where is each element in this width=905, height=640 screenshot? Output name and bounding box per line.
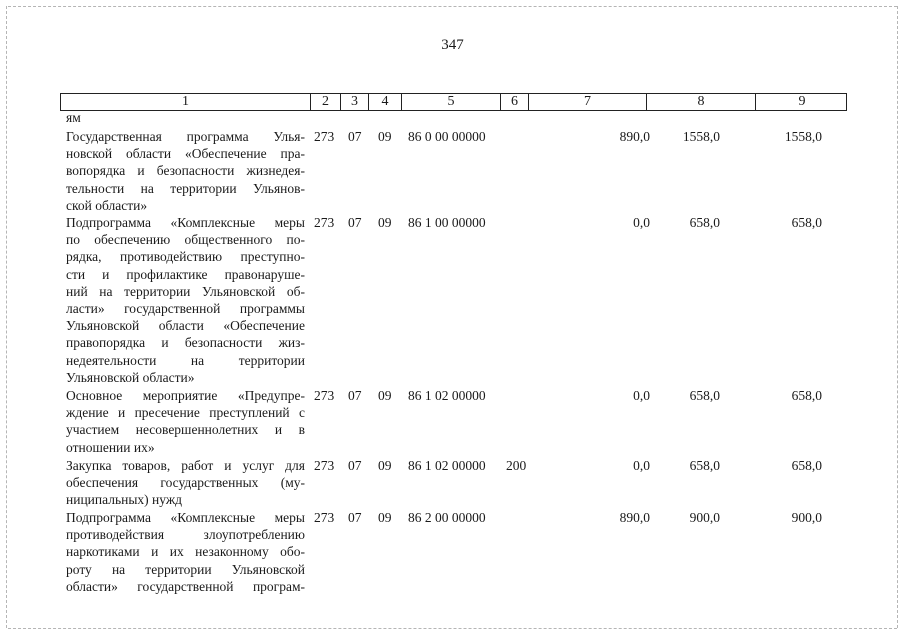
header-col-8: 8 [647,94,756,110]
cell-rz: 07 [348,388,362,403]
name-line: правопорядка и безопасности жиз- [66,335,305,351]
name-line: ждение и пресечение преступлений с [66,405,305,421]
name-line: рядка, противодействию преступно- [66,249,305,265]
cell-value-7: 0,0 [633,388,650,403]
cell-value-9: 658,0 [791,215,822,230]
cell-value-9: 1558,0 [784,129,822,144]
cell-csr: 86 1 00 00000 [408,215,486,230]
cell-pr: 09 [378,388,392,403]
scan-border-bottom [8,628,897,629]
cell-value-7: 0,0 [633,215,650,230]
cell-csr: 86 1 02 00000 [408,458,486,473]
cell-value-8: 900,0 [689,510,720,525]
cell-pr: 09 [378,510,392,525]
row-name [66,214,305,386]
cell-vr: 200 [506,458,527,473]
cell-value-7: 890,0 [619,129,650,144]
continuation-text: ям [66,110,81,125]
name-line: Основное мероприятие «Предупре- [66,388,305,403]
cell-value-8: 658,0 [689,458,720,473]
header-col-2: 2 [311,94,341,110]
name-line: Подпрограмма «Комплексные меры [66,215,305,230]
cell-ved: 273 [314,215,335,230]
name-line: вопорядка и безопасности жизнедея- [66,163,305,179]
cell-ved: 273 [314,510,335,525]
page-number: 347 [441,37,464,53]
cell-ved: 273 [314,458,335,473]
row-name [66,387,305,456]
cell-rz: 07 [348,458,362,473]
name-line: Ульяновской области «Обеспечение [66,318,305,334]
header-col-7: 7 [529,94,647,110]
name-line: ний на территории Ульяновской об- [66,283,305,299]
name-line: Подпрограмма «Комплексные меры [66,510,305,525]
header-col-4: 4 [369,94,402,110]
cell-value-9: 658,0 [791,388,822,403]
name-line: ласти» государственной программы [66,301,305,317]
name-line: области» государственной програм- [66,578,305,594]
name-line: ниципальных) нужд [66,492,183,508]
name-line: тельности на территории Ульянов- [66,180,305,196]
cell-pr: 09 [378,458,392,473]
row-name [66,128,305,214]
cell-rz: 07 [348,510,362,525]
name-line: роту на территории Ульяновской [66,561,305,577]
name-line: участием несовершеннолетних и в [66,422,305,438]
cell-csr: 86 1 02 00000 [408,388,486,403]
cell-value-9: 900,0 [791,510,822,525]
scan-border-right [897,6,898,628]
header-col-9: 9 [798,94,806,109]
cell-value-8: 658,0 [689,215,720,230]
row-name [66,509,305,595]
scan-border-left [6,6,7,628]
name-line: Закупка товаров, работ и услуг для [66,458,305,473]
header-col-5: 5 [402,94,501,110]
scan-border-top [8,6,897,7]
name-line: по обеспечению общественного по- [66,232,305,248]
cell-ved: 273 [314,129,335,144]
header-col-1: 1 [61,94,311,110]
name-line: наркотиками и их незаконному обо- [66,544,305,560]
name-line: недеятельности на территории [66,352,305,368]
cell-value-8: 658,0 [689,388,720,403]
cell-csr: 86 2 00 00000 [408,510,486,525]
header-col-6: 6 [501,94,529,110]
cell-value-7: 0,0 [633,458,650,473]
cell-rz: 07 [348,129,362,144]
name-line: новской области «Обеспечение пра- [66,146,305,162]
cell-value-9: 658,0 [791,458,822,473]
cell-rz: 07 [348,215,362,230]
name-line: отношении их» [66,439,155,455]
cell-value-7: 890,0 [619,510,650,525]
row-name [66,457,305,509]
cell-pr: 09 [378,215,392,230]
cell-value-8: 1558,0 [682,129,720,144]
name-line: Государственная программа Улья- [66,129,305,144]
name-line: обеспечения государственных (му- [66,475,305,491]
table-header-row [60,93,847,111]
name-line: сти и профилактике правонаруше- [66,266,305,282]
name-line: ской области» [66,197,148,213]
cell-pr: 09 [378,129,392,144]
name-line: противодействия злоупотреблению [66,527,305,543]
cell-ved: 273 [314,388,335,403]
name-line: Ульяновской области» [66,369,195,385]
header-col-3: 3 [341,94,369,110]
cell-csr: 86 0 00 00000 [408,129,486,144]
